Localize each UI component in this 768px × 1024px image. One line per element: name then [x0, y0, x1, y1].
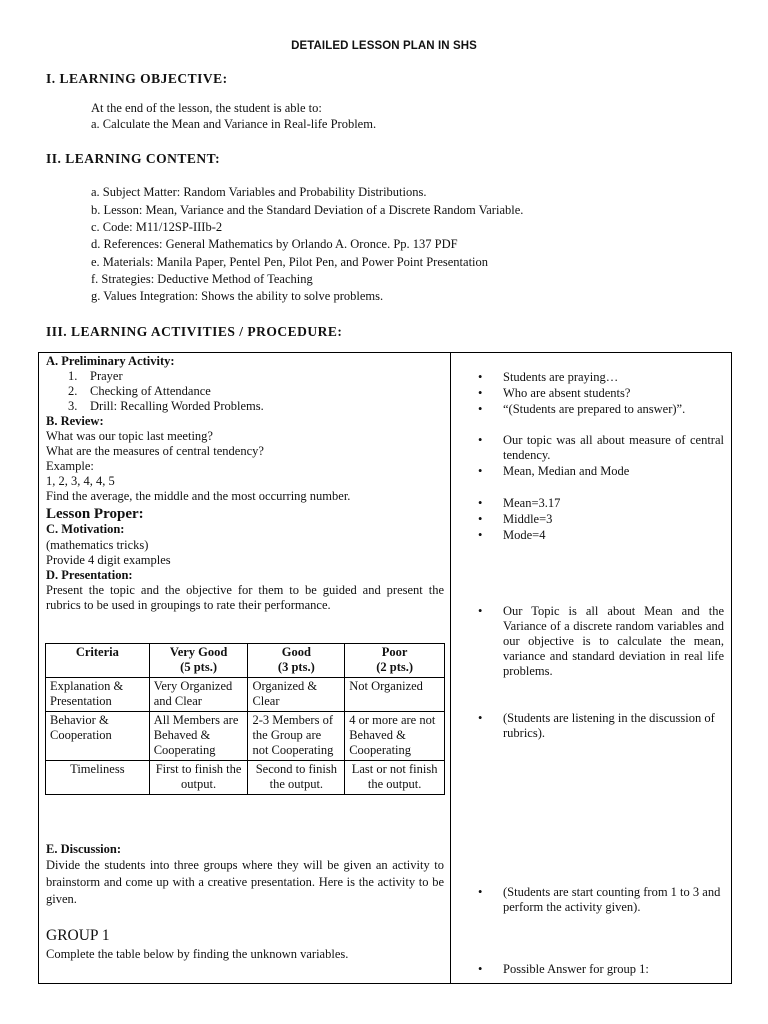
bullet-icon: •: [478, 711, 483, 725]
presentation-text: Present the topic and the objective for them to be guided and present the rubrics to be used in groupings to rate their performance.: [46, 583, 444, 612]
rubrics-cell: First to finish the output.: [149, 761, 248, 795]
content-item-e: e. Materials: Manila Paper, Pentel Pen, Pilot Pen, and Power Point Presentation: [91, 255, 489, 269]
content-item-c: c. Code: M11/12SP-IIIb-2: [91, 220, 223, 234]
objective-heading: I. LEARNING OBJECTIVE:: [46, 71, 228, 86]
bullet-icon: •: [478, 433, 483, 447]
bullet-icon: •: [478, 402, 483, 416]
motivation-heading: C. Motivation:: [46, 522, 125, 536]
lesson-proper-heading: Lesson Proper:: [46, 506, 144, 522]
review-line-2: What are the measures of central tendency?: [46, 444, 264, 458]
response-item: • Mean=3.17: [478, 496, 561, 510]
activities-heading: III. LEARNING ACTIVITIES / PROCEDURE:: [46, 324, 343, 339]
rubrics-header-poor: Poor (2 pts.): [345, 644, 445, 678]
prelim-item-3: [68, 399, 264, 414]
bullet-icon: •: [478, 512, 483, 526]
bullet-icon: •: [478, 604, 483, 618]
prelim-item-1: [68, 369, 123, 384]
content-item-f: f. Strategies: Deductive Method of Teaching: [91, 272, 313, 286]
bullet-icon: •: [478, 528, 483, 542]
response-item: • (Students are start counting from 1 to 3 and perform the activity given).: [478, 885, 721, 914]
prelim-label-3: Drill: Recalling Worded Problems.: [90, 399, 264, 413]
rubrics-cell: All Members are Behaved & Cooperating: [149, 712, 248, 761]
prelim-heading: A. Preliminary Activity:: [46, 354, 175, 368]
review-line-1: What was our topic last meeting?: [46, 429, 213, 443]
response-item: • Our Topic is all about Mean and the Variance of a discrete random variables and our objective is to calculate the mean, variance and standard deviation in real life problems.: [478, 604, 724, 678]
prelim-item-2: [68, 384, 211, 399]
rubrics-header-criteria: Criteria: [46, 644, 150, 678]
response-item: • Mode=4: [478, 528, 546, 542]
bullet-icon: •: [478, 386, 483, 400]
objective-item-a: a. Calculate the Mean and Variance in Real-life Problem.: [91, 117, 377, 131]
response-item: • Who are absent students?: [478, 386, 631, 400]
prelim-label-1: Prayer: [90, 369, 123, 383]
rubrics-header-good: Good (3 pts.): [248, 644, 345, 678]
response-item: • (Students are listening in the discussion of rubrics).: [478, 711, 715, 740]
document-title: DETAILED LESSON PLAN IN SHS: [291, 40, 477, 52]
motivation-line-1: (mathematics tricks): [46, 538, 149, 552]
rubrics-cell: Behavior & Cooperation: [46, 712, 150, 761]
response-item: • Middle=3: [478, 512, 553, 526]
review-heading: B. Review:: [46, 414, 104, 428]
column-divider: [450, 352, 451, 984]
discussion-text: Divide the students into three groups where they will be given an activity to brainstorm and come up with a creative presentation. Here is the activity to be given.: [46, 858, 444, 906]
rubrics-table: [45, 643, 445, 795]
rubrics-header-row: [46, 644, 445, 678]
rubrics-cell: Organized & Clear: [248, 678, 345, 712]
content-heading: II. LEARNING CONTENT:: [46, 151, 221, 166]
bullet-icon: •: [478, 464, 483, 478]
bullet-icon: •: [478, 496, 483, 510]
rubrics-cell: 2-3 Members of the Group are not Cooperating: [248, 712, 345, 761]
review-line-3: Example:: [46, 459, 94, 473]
response-item: • “(Students are prepared to answer)”.: [478, 402, 686, 416]
table-row: [46, 761, 445, 795]
group-heading: GROUP 1: [46, 927, 110, 944]
response-item: • Possible Answer for group 1:: [478, 962, 649, 976]
presentation-heading: D. Presentation:: [46, 568, 133, 582]
prelim-num-2: 2.: [68, 384, 78, 398]
response-item: • Mean, Median and Mode: [478, 464, 630, 478]
review-line-5: Find the average, the middle and the most occurring number.: [46, 489, 351, 503]
content-item-g: g. Values Integration: Shows the ability to solve problems.: [91, 289, 384, 303]
bullet-icon: •: [478, 962, 483, 976]
prelim-num-3: 3.: [68, 399, 78, 413]
rubrics-cell: Explanation & Presentation: [46, 678, 150, 712]
content-item-b: b. Lesson: Mean, Variance and the Standard Deviation of a Discrete Random Variable.: [91, 203, 524, 217]
bullet-icon: •: [478, 885, 483, 899]
rubrics-cell: Timeliness: [46, 761, 150, 795]
content-item-d: d. References: General Mathematics by Orlando A. Oronce. Pp. 137 PDF: [91, 237, 458, 251]
rubrics-cell: Second to finish the output.: [248, 761, 345, 795]
response-item: • Students are praying…: [478, 370, 619, 384]
table-row: [46, 678, 445, 712]
rubrics-cell: Very Organized and Clear: [149, 678, 248, 712]
review-line-4: 1, 2, 3, 4, 4, 5: [46, 474, 115, 488]
group-text: Complete the table below by finding the unknown variables.: [46, 947, 349, 961]
rubrics-cell: Not Organized: [345, 678, 445, 712]
discussion-heading: E. Discussion:: [46, 842, 122, 856]
rubrics-cell: 4 or more are not Behaved & Cooperating: [345, 712, 445, 761]
rubrics-cell: Last or not finish the output.: [345, 761, 445, 795]
prelim-label-2: Checking of Attendance: [90, 384, 211, 398]
table-row: [46, 712, 445, 761]
motivation-line-2: Provide 4 digit examples: [46, 553, 171, 567]
prelim-num-1: 1.: [68, 369, 78, 383]
content-item-a: a. Subject Matter: Random Variables and Probability Distributions.: [91, 185, 427, 199]
rubrics-header-very-good: Very Good (5 pts.): [149, 644, 248, 678]
bullet-icon: •: [478, 370, 483, 384]
objective-intro: At the end of the lesson, the student is able to:: [91, 101, 322, 115]
response-item: • Our topic was all about measure of central tendency.: [478, 433, 724, 462]
